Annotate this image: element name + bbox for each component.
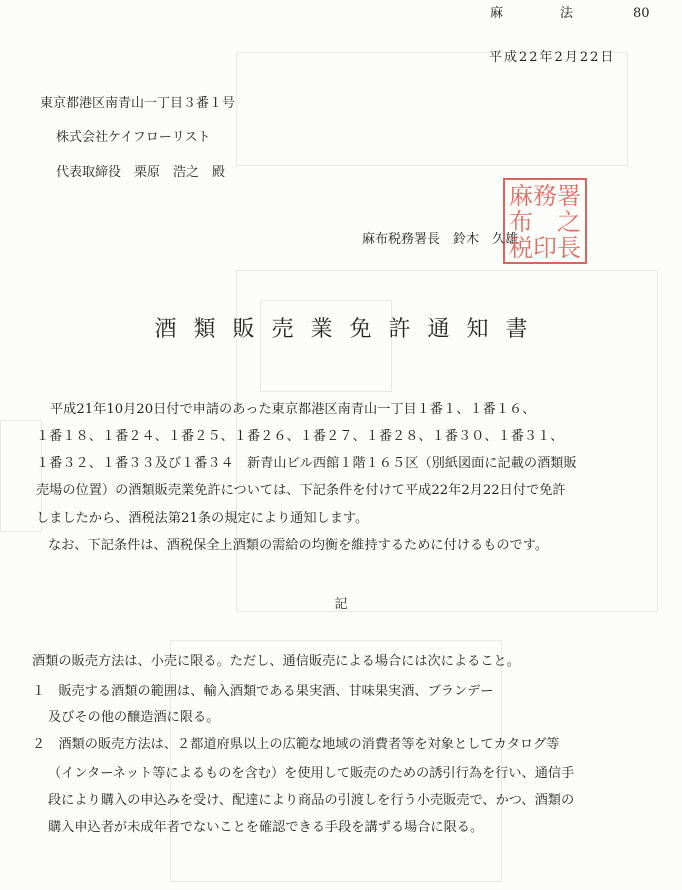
document-date: 平成22年2月22日 — [489, 50, 616, 65]
seal-glyph: 印 — [533, 234, 557, 262]
bleed-through-box — [260, 300, 392, 392]
condition-item-2-continued: 購入申込者が未成年者でないことを確認できる手段を講ずる場合に限る。 — [48, 820, 484, 835]
seal-glyph: 麻 — [509, 182, 533, 210]
seal-glyph: 税 — [509, 234, 533, 262]
body-line: 平成21年10月20日付で申請のあった東京都港区南青山一丁目１番１、１番１６、 — [50, 402, 536, 417]
recipient-address: 東京都港区南青山一丁目３番１号 — [40, 96, 236, 111]
seal-glyph: 署 — [557, 182, 581, 210]
recipient-representative: 代表取締役 栗原 浩之 殿 — [56, 165, 226, 180]
seal-glyph: 布 — [509, 208, 533, 236]
condition-item-2-continued: 段により購入の申込みを受け、配達により商品の引渡しを行う小売販売で、かつ、酒類の — [48, 793, 575, 808]
official-seal-stamp — [503, 178, 587, 264]
issuer-name: 麻布税務署長 鈴木 久雄 — [362, 232, 519, 247]
body-line: １番１８、１番２４、１番２５、１番２６、１番２７、１番２８、１番３０、１番３１、 — [36, 429, 564, 444]
seal-glyph: 務 — [533, 182, 557, 210]
reference-number: 80 — [633, 6, 650, 21]
condition-item-1-continued: 及びその他の醸造酒に限る。 — [48, 710, 220, 725]
recipient-company: 株式会社ケイフローリスト — [56, 130, 211, 145]
body-line: しましたから、酒税法第21条の規定により通知します。 — [36, 511, 369, 526]
bleed-through-box — [170, 640, 502, 882]
section-mark-ki: 記 — [334, 597, 348, 612]
conditions-intro: 酒類の販売方法は、小売に限る。ただし、通信販売による場合には次によること。 — [32, 654, 520, 669]
reference-office: 麻 — [490, 6, 504, 21]
condition-item-1: １ 販売する酒類の範囲は、輸入酒類である果実酒、甘味果実酒、ブランデー — [32, 684, 494, 699]
seal-glyph: 長 — [557, 234, 581, 262]
body-line: 売場の位置）の酒類販売業免許については、下記条件を付けて平成22年2月22日付で免許 — [36, 483, 566, 498]
condition-item-2-continued: （インターネット等によるものを含む）を使用して販売のための誘引行為を行い、通信手 — [48, 766, 575, 781]
bleed-through-box — [236, 52, 628, 166]
reference-category: 法 — [560, 6, 574, 21]
seal-glyph: 之 — [557, 208, 581, 236]
document-title: 酒類販売業免許通知書 — [154, 317, 545, 342]
body-note: なお、下記条件は、酒税保全上酒類の需給の均衡を維持するために付けるものです。 — [48, 538, 549, 553]
condition-item-2: ２ 酒類の販売方法は、２都道府県以上の広範な地域の消費者等を対象としてカタログ等 — [32, 737, 560, 752]
body-line: １番３２、１番３３及び１番３４ 新青山ビル西館１階１６５区（別紙図面に記載の酒類販 — [36, 456, 577, 471]
